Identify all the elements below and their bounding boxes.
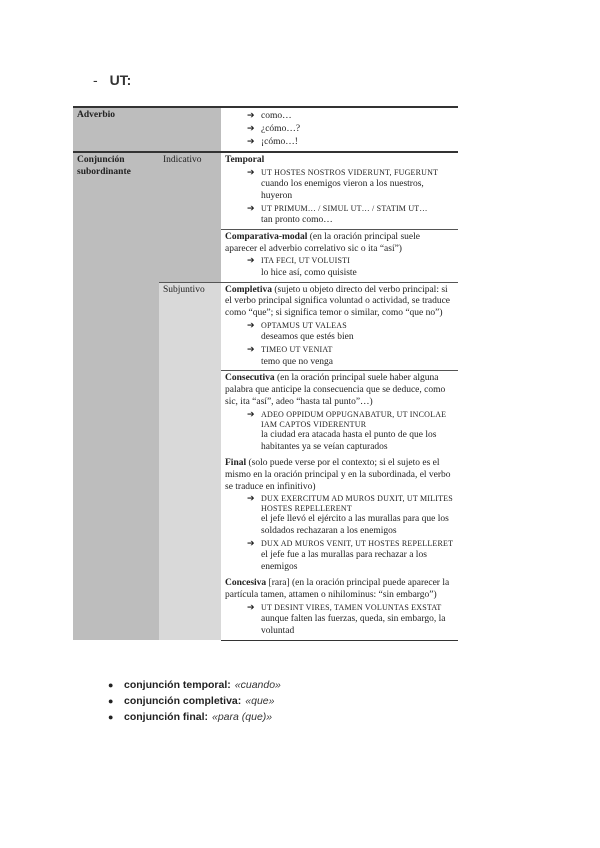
translation: lo hice así, como quisiste xyxy=(261,267,357,278)
final-desc: (solo puede verse por el contexto; si el sujeto es el mismo en la oración principal y en la subordinada, el verbo se traduce en infinitivo) xyxy=(225,457,451,492)
bullet-value: «que» xyxy=(245,695,275,707)
consecutiva-cell xyxy=(221,371,458,456)
concesiva-cell xyxy=(221,576,458,640)
bullet-icon: ● xyxy=(108,696,114,706)
arrow-right-icon: ➔ xyxy=(247,494,255,505)
arrow-right-icon: ➔ xyxy=(247,111,255,121)
subjuntivo-label: Subjuntivo xyxy=(159,282,221,640)
temporal-title: Temporal xyxy=(225,154,265,165)
completiva-title: Completiva xyxy=(225,284,272,295)
concesiva-desc: [rara] (en la oración principal puede aparecer la partícula tamen, attamen o nihilominus: “sin embargo”) xyxy=(225,578,450,600)
latin-example: DUX EXERCITUM AD MUROS DUXIT, UT MILITES HOSTES REPELLERENT xyxy=(261,494,453,514)
translation: deseamos que estés bien xyxy=(261,332,354,343)
heading-dash: - xyxy=(93,72,98,88)
indicativo-label: Indicativo xyxy=(159,152,221,282)
comparativa-cell xyxy=(221,229,458,282)
latin-example: OPTAMUS UT VALEAS xyxy=(261,321,347,331)
section-heading xyxy=(93,72,131,88)
comparativa-desc: (en la oración principal suele aparecer el adverbio correlativo sic o ita “así”) xyxy=(225,231,420,254)
bullet-icon: ● xyxy=(108,680,114,690)
ut-usage-table xyxy=(73,106,458,641)
latin-example: UT PRIMUM… / SIMUL UT… / STATIM UT… xyxy=(261,203,428,213)
latin-example: ITA FECI, UT VOLUISTI xyxy=(261,256,351,266)
concesiva-title: Concesiva xyxy=(225,578,267,589)
arrow-right-icon: ➔ xyxy=(247,321,255,332)
row-temporal xyxy=(73,152,458,230)
arrow-right-icon: ➔ xyxy=(247,167,255,178)
translation: el jefe llevó el ejército a las murallas para que los soldados rechazaran a los enemigos xyxy=(261,514,449,537)
heading-text: UT: xyxy=(109,72,132,88)
comparativa-title: Comparativa-modal xyxy=(225,231,308,242)
consecutiva-desc: (en la oración principal suele haber alguna palabra que anticipe la consecuencia que se deduce, como sic, ita “así”, adeo “hasta tal punto”…) xyxy=(225,373,446,408)
arrow-right-icon: ➔ xyxy=(247,136,255,147)
translation: tan pronto como… xyxy=(261,214,333,225)
list-item: ➔ como… xyxy=(247,111,292,121)
latin-example: UT DESINT VIRES, TAMEN VOLUNTAS EXSTAT xyxy=(261,602,442,612)
final-title: Final xyxy=(225,457,247,468)
summary-bullet-list xyxy=(108,677,281,725)
arrow-right-icon: ➔ xyxy=(247,602,255,613)
completiva-cell xyxy=(221,282,458,371)
translation: el jefe fue a las murallas para rechazar a los enemigos xyxy=(261,550,427,573)
latin-example: DUX AD MUROS VENIT, UT HOSTES REPELLERET xyxy=(261,539,454,549)
adverbio-items xyxy=(221,107,458,152)
list-item xyxy=(108,709,281,725)
translation: aunque falten las fuerzas, queda, sin embargo, la voluntad xyxy=(261,614,446,636)
translation: temo que no venga xyxy=(261,356,334,367)
adverbio-label: Adverbio xyxy=(73,107,221,152)
final-cell xyxy=(221,456,458,576)
arrow-right-icon: ➔ xyxy=(247,256,255,267)
arrow-right-icon: ➔ xyxy=(247,123,255,134)
bullet-value: «para (que)» xyxy=(212,711,273,723)
latin-example: TIMEO UT VENIAT xyxy=(261,345,333,355)
completiva-desc: (sujeto u objeto directo del verbo principal: si el verbo principal significa voluntad o actividad, se traduce como “que”; si significa temor o similar, como “que no”) xyxy=(225,284,451,319)
row-adverbio xyxy=(73,107,458,152)
arrow-right-icon: ➔ xyxy=(247,345,255,356)
temporal-cell xyxy=(221,152,458,230)
translation: la ciudad era atacada hasta el punto de que los habitantes ya se veían capturados xyxy=(261,430,437,452)
list-item xyxy=(108,677,281,693)
arrow-right-icon: ➔ xyxy=(247,203,255,214)
list-item: ➔ ¡cómo…! xyxy=(247,136,298,147)
latin-example: ADEO OPPIDUM OPPUGNABATUR, UT INCOLAE IAM CAPTOS VIDERENTUR xyxy=(261,410,447,429)
latin-example: UT HOSTES NOSTROS VIDERUNT, FUGERUNT xyxy=(261,167,439,177)
bullet-label: conjunción temporal: xyxy=(124,679,231,691)
arrow-right-icon: ➔ xyxy=(247,410,255,420)
bullet-icon: ● xyxy=(108,712,114,722)
bullet-value: «cuando» xyxy=(234,679,281,691)
conjuncion-label: Conjunción subordinante xyxy=(73,152,159,641)
list-item xyxy=(108,693,281,709)
translation: cuando los enemigos vieron a los nuestros, huyeron xyxy=(261,178,424,201)
bullet-label: conjunción final: xyxy=(124,711,208,723)
arrow-right-icon: ➔ xyxy=(247,539,255,550)
list-item: ➔ ¿cómo…? xyxy=(247,123,301,134)
bullet-label: conjunción completiva: xyxy=(124,695,242,707)
consecutiva-title: Consecutiva xyxy=(225,373,275,384)
